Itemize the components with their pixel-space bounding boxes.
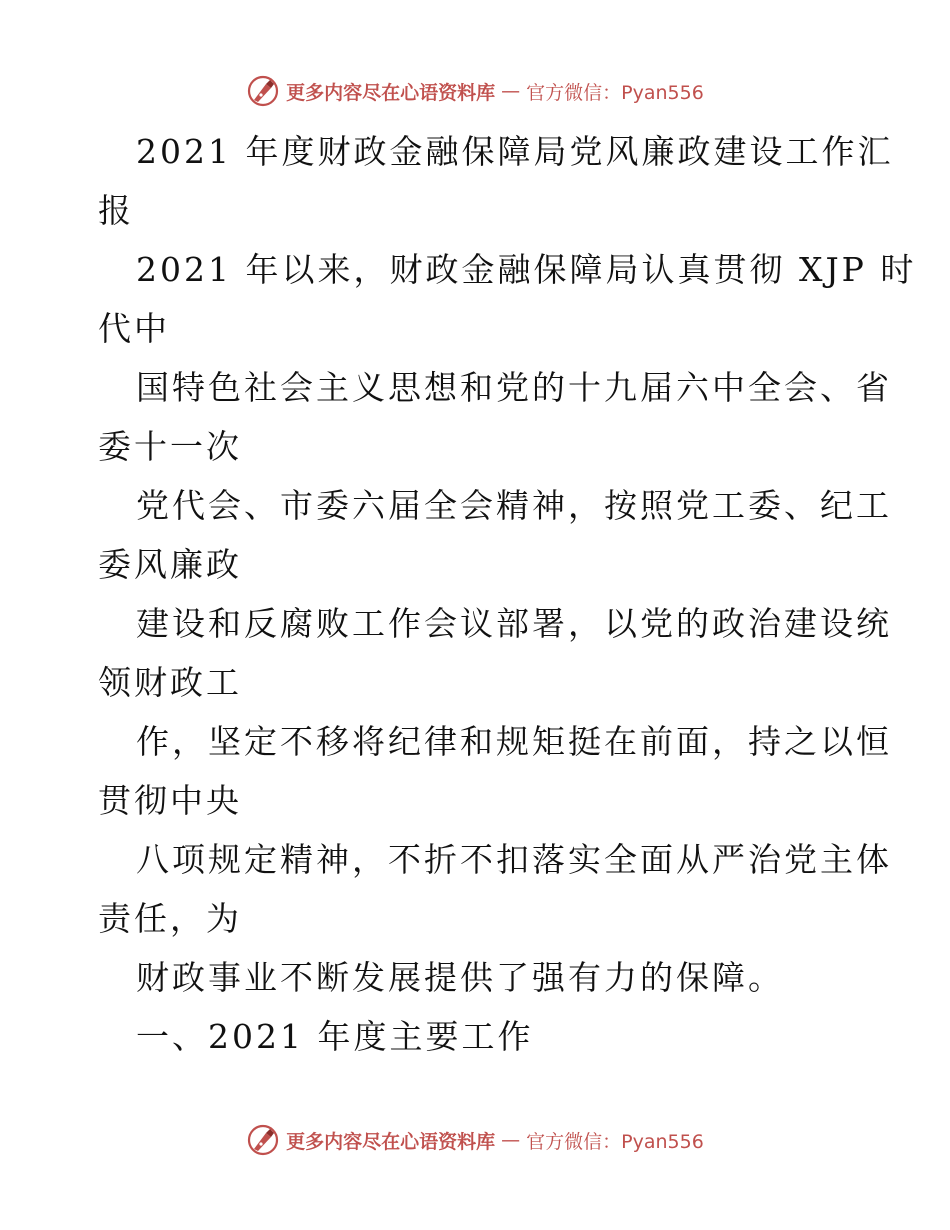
footer-watermark: [0, 1123, 950, 1157]
paragraph-line: 委风廉政: [98, 545, 242, 584]
pen-nib-logo-icon: [246, 1123, 280, 1157]
watermark-dash: —: [501, 80, 521, 102]
watermark-text: 更多内容尽在心语资料库: [286, 81, 496, 104]
pen-nib-logo-icon: [246, 74, 280, 108]
doc-title-line-2: 报: [98, 191, 134, 230]
paragraph-line: 委十一次: [98, 427, 242, 466]
paragraph-line: 责任，为: [98, 899, 242, 938]
watermark-dash: —: [501, 1129, 521, 1151]
document-body: [98, 122, 917, 1066]
watermark-text: 更多内容尽在心语资料库: [286, 1130, 496, 1153]
watermark-contact: 官方微信：Pyan556: [526, 81, 704, 104]
paragraph-line: 代中: [98, 309, 170, 348]
paragraph-line: 2021 年以来，财政金融保障局认真贯彻 XJP 时: [136, 250, 917, 289]
paragraph-line: 党代会、市委六届全会精神，按照党工委、纪工: [136, 486, 892, 525]
watermark-contact: 官方微信：Pyan556: [526, 1130, 704, 1153]
paragraph-line: 八项规定精神，不折不扣落实全面从严治党主体: [136, 840, 892, 879]
section-heading: 一、2021 年度主要工作: [136, 1017, 534, 1056]
paragraph-line: 贯彻中央: [98, 781, 242, 820]
paragraph-line: 领财政工: [98, 663, 242, 702]
paragraph-line: 财政事业不断发展提供了强有力的保障。: [136, 958, 784, 997]
paragraph-line: 建设和反腐败工作会议部署，以党的政治建设统: [136, 604, 892, 643]
paragraph-line: 作，坚定不移将纪律和规矩挺在前面，持之以恒: [136, 722, 892, 761]
header-watermark: [0, 74, 950, 108]
paragraph-line: 国特色社会主义思想和党的十九届六中全会、省: [136, 368, 892, 407]
doc-title-line-1: 2021 年度财政金融保障局党风廉政建设工作汇: [136, 132, 894, 171]
